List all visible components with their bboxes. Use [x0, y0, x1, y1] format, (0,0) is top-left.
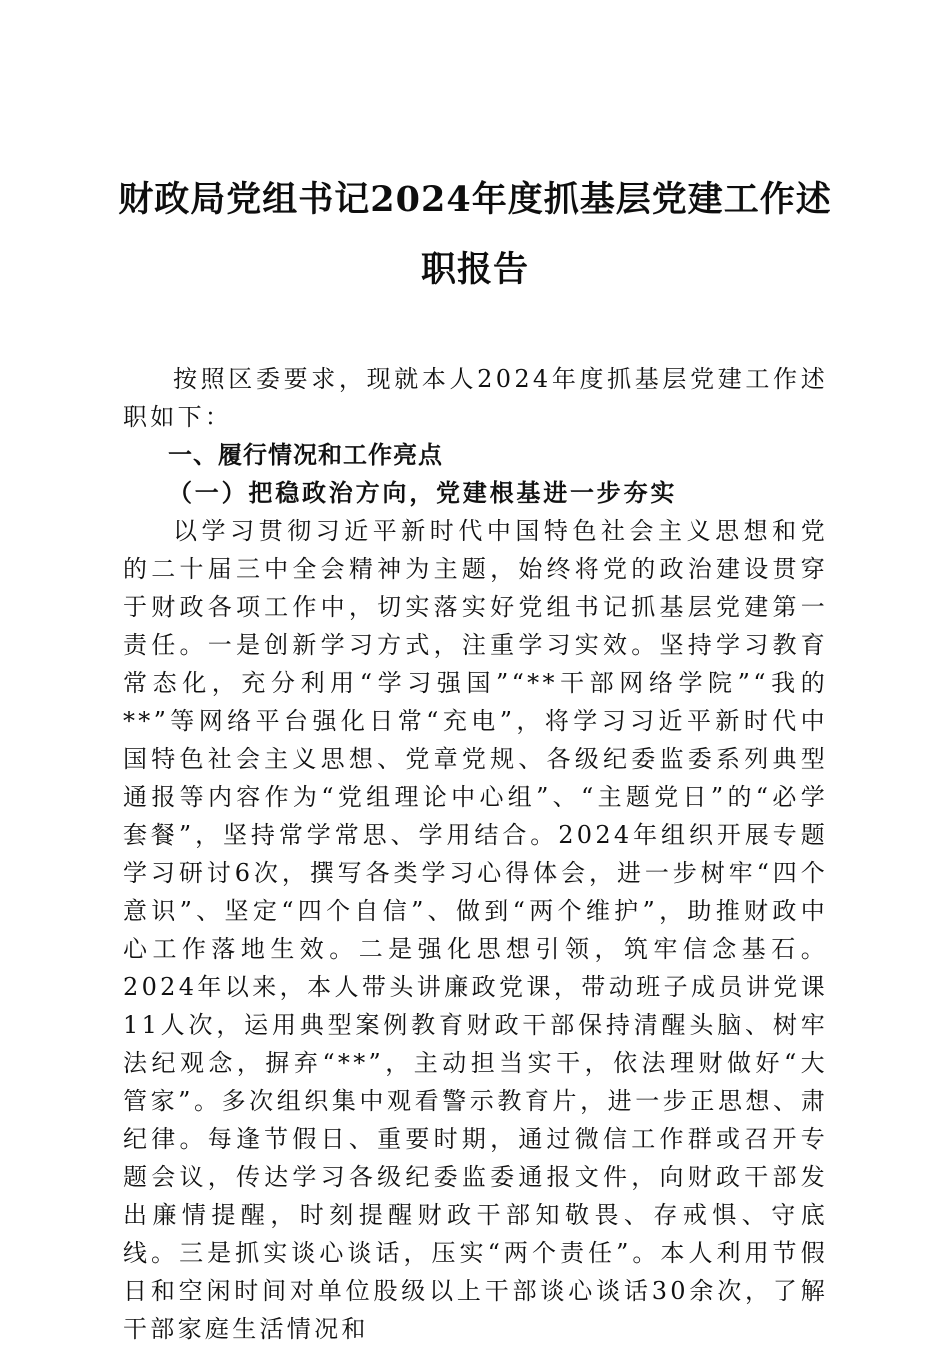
document-body: [123, 360, 828, 1348]
section-heading: 一、履行情况和工作亮点: [168, 441, 443, 469]
document-title-line-1: 财政局党组书记2024年度抓基层党建工作述: [118, 179, 832, 220]
intro-paragraph: 按照区委要求，现就本人2024年度抓基层党建工作述职如下：: [123, 365, 828, 431]
subsection-heading: （一）把稳政治方向，党建根基进一步夯实: [168, 478, 678, 507]
document-title-line-2: 职报告: [420, 249, 529, 290]
body-paragraph: 以学习贯彻习近平新时代中国特色社会主义思想和党的二十届三中全会精神为主题，始终将党的政治建设贯穿于财政各项工作中，切实落实好党组书记抓基层党建第一责任。一是创新学习方式，注重学习实效。坚持学习教育常态化，充分利用“学习强国”“**干部网络学院”“我的**”等网络平台强化日常“充电”，将学习习近平新时代中国特色社会主义思想、党章党规、各级纪委监委系列典型通报等内容作为“党组理论中心组”、“主题党日”的“必学套餐”，坚持常学常思、学用结合。2024年组织开展专题学习研讨6次，撰写各类学习心得体会，进一步树牢“四个意识”、坚定“四个自信”、做到“两个维护”，助推财政中心工作落地生效。二是强化思想引领，筑牢信念基石。2024年以来，本人带头讲廉政党课，带动班子成员讲党课11人次，运用典型案例教育财政干部保持清醒头脑、树牢法纪观念，摒弃“**”，主动担当实干，依法理财做好“大管家”。多次组织集中观看警示教育片，进一步正思想、肃纪律。每逢节假日、重要时期，通过微信工作群或召开专题会议，传达学习各级纪委监委通报文件，向财政干部发出廉情提醒，时刻提醒财政干部知敬畏、存戒惧、守底线。三是抓实谈心谈话，压实“两个责任”。本人利用节假日和空闲时间对单位股级以上干部谈心谈话30余次，了解干部家庭生活情况和: [123, 517, 828, 1343]
